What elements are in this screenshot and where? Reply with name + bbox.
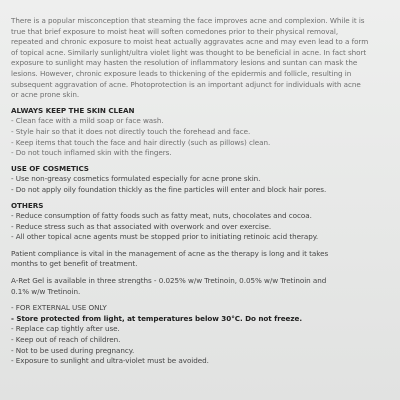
paragraph-line: Patient compliance is vital in the management of acne as the therapy is long and it takes (11, 248, 329, 258)
intro-line: exposure to sunlight may hasten the resolution of inflammatory lesions and suntan can mask the (11, 58, 358, 68)
intro-line: There is a popular misconception that steaming the face improves acne and complexion. While it is (11, 16, 365, 25)
list-item: - Exposure to sunlight and ultra-violet must be avoided. (11, 356, 209, 366)
paragraph-line: A-Ret Gel is available in three strengths - 0.025% w/w Tretinoin, 0.05% w/w Tretinoin and (11, 276, 327, 286)
intro-line: subsequent aggravation of acne. Photoprotection is an important adjunct for individuals with acne (11, 79, 361, 89)
list-item: - Not to be used during pregnancy. (11, 345, 135, 355)
list-item: - All other topical acne agents must be stopped prior to initiating retinoic acid therapy. (11, 232, 319, 242)
intro-paragraph (11, 16, 395, 101)
list-item: - Keep items that touch the face and hair directly (such as pillows) clean. (11, 137, 271, 147)
list-item: - Reduce stress such as that associated with overwork and over exercise. (11, 221, 272, 231)
section-others (11, 201, 395, 243)
intro-line: true that brief exposure to moist heat will soften comedones prior to their physical removal, (11, 26, 339, 36)
compliance-paragraph (11, 249, 395, 270)
section-heading: USE OF COSMETICS (11, 163, 89, 173)
list-item: - Clean face with a mild soap or face wash. (11, 116, 164, 126)
list-item: - Style hair so that it does not directly touch the forehead and face. (11, 126, 251, 136)
intro-line: lesions. However, chronic exposure leads to thickening of the epidermis and follicle, resulting in (11, 68, 352, 78)
paragraph-line: 0.1% w/w Tretinoin. (11, 286, 81, 296)
strengths-paragraph (11, 276, 395, 297)
section-skin-clean (11, 106, 395, 159)
storage-warning: - Store protected from light, at temperatures below 30°C. Do not freeze. (11, 313, 303, 323)
list-item: - Replace cap tightly after use. (11, 324, 120, 334)
external-use-section (11, 303, 395, 367)
external-use-heading: - FOR EXTERNAL USE ONLY (11, 303, 107, 313)
list-item: - Keep out of reach of children. (11, 335, 121, 345)
section-cosmetics (11, 164, 395, 196)
list-item: - Do not touch inflamed skin with the fingers. (11, 148, 172, 158)
section-heading: ALWAYS KEEP THE SKIN CLEAN (11, 105, 135, 115)
paragraph-line: months to get benefit of treatment. (11, 259, 138, 269)
section-heading: OTHERS (11, 200, 44, 210)
intro-line: repeated and chronic exposure to moist heat actually aggravates acne and may even lead to a form (11, 37, 369, 47)
intro-line: or acne prone skin. (11, 90, 80, 100)
list-item: - Use non-greasy cosmetics formulated especially for acne prone skin. (11, 174, 261, 184)
list-item: - Reduce consumption of fatty foods such as fatty meat, nuts, chocolates and cocoa. (11, 211, 312, 221)
leaflet-text (11, 16, 395, 367)
list-item: - Do not apply oily foundation thickly as the fine particles will enter and block hair pores. (11, 184, 327, 194)
intro-line: of topical acne. Similarly sunlight/ultra violet light was thought to be beneficial in acne. In fact short (11, 47, 367, 57)
